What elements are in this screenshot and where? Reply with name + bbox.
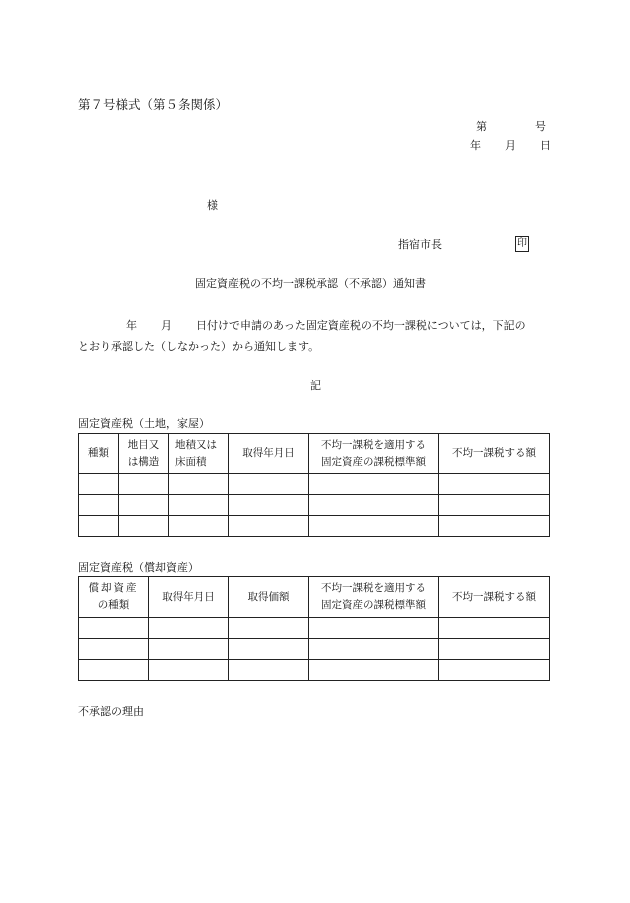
depreciable-asset-table [78,576,550,681]
table1-header-acquired-date: 取得年月日 [229,434,309,474]
table-row [79,516,550,537]
body-year: 年 [126,319,137,332]
date-year: 年 [470,139,481,152]
table2-header-tax-amount: 不均一課税する額 [439,577,550,618]
table2-header-acquired-date: 取得年月日 [149,577,229,618]
doc-number-prefix: 第 [476,120,487,133]
table1-caption: 固定資産税（土地，家屋） [78,417,210,430]
table-row [79,474,550,495]
table-row [79,618,550,639]
doc-number-suffix: 号 [535,120,546,133]
table2-header-asset-type: 償却資産 の種類 [79,577,149,618]
body-month: 月 [161,319,172,332]
table1-header-tax-base: 不均一課税を適用する 固定資産の課税標準額 [309,434,439,474]
document-title: 固定資産税の不均一課税承認（不承認）通知書 [195,277,426,290]
table1-header-row [79,434,550,474]
table1-header-tax-amount: 不均一課税する額 [439,434,550,474]
table-row [79,660,550,681]
land-building-table [78,433,550,537]
table-row [79,495,550,516]
date-day: 日 [540,139,551,152]
addressee-suffix: 様 [207,199,218,212]
body-line1-text: 日付けで申請のあった固定資産税の不均一課税については，下記の [196,319,526,332]
table2-header-tax-base: 不均一課税を適用する 固定資産の課税標準額 [309,577,439,618]
issuer: 指宿市長 [398,238,442,251]
date-month: 月 [505,139,516,152]
table2-header-acquisition-cost: 取得価額 [229,577,309,618]
table1-header-land-category: 地目又 は構造 [119,434,169,474]
table1-header-area: 地積又は 床面積 [169,434,229,474]
form-number: 第７号様式（第５条関係） [78,97,229,112]
body-line2: とおり承認した（しなかった）から通知します。 [78,340,320,353]
table1-header-type: 種類 [79,434,119,474]
table2-header-row [79,577,550,618]
rejection-reason-label: 不承認の理由 [78,705,144,718]
table2-caption: 固定資産税（償却資産） [78,561,199,574]
seal-box: 印 [515,236,529,252]
table-row [79,639,550,660]
ki-mark: 記 [310,379,321,392]
